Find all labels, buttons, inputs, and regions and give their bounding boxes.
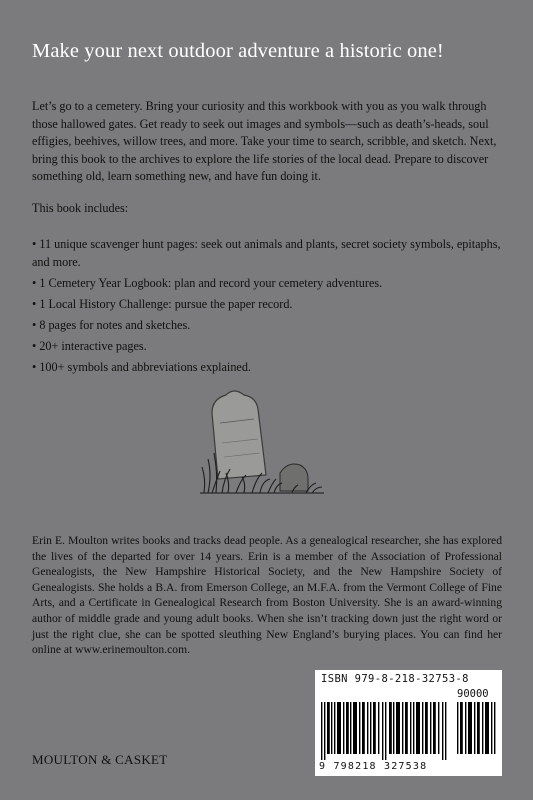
includes-label: This book includes: (32, 201, 129, 215)
gravestone-illustration (196, 383, 326, 495)
intro-paragraph: Let’s go to a cemetery. Bring your curiosity and this workbook with you as you walk through those hallowed gates. Get ready to seek out images and symbols—such as death’s-heads, soul effigies, beehives, willow trees, and more. Take your time to search, scribble, and sketch. Next, bring this book to the archives to explore the life stories of the local dead. Prepare to discover something old, learn something new, and have fun doing it. (32, 99, 497, 184)
headline: Make your next outdoor adventure a historic one! (32, 40, 444, 62)
list-item: • 1 Local History Challenge: pursue the paper record. (32, 297, 293, 311)
footstone-shape (280, 464, 308, 491)
list-item: • 100+ symbols and abbreviations explained. (32, 360, 251, 374)
list-item: • 1 Cemetery Year Logbook: plan and record your cemetery adventures. (32, 276, 383, 290)
publisher-name: MOULTON & CASKET (32, 752, 168, 767)
isbn-label: ISBN 979-8-218-32753-8 (321, 673, 469, 685)
price-barcode-bars (457, 702, 497, 754)
list-item: • 8 pages for notes and sketches. (32, 318, 191, 332)
ean-digits: 9 798218 327538 (319, 761, 428, 772)
price-code: 90000 (457, 688, 489, 700)
headstone-shape (212, 391, 266, 479)
includes-list (32, 235, 502, 379)
ean-barcode-bars (321, 702, 451, 760)
list-item: • 11 unique scavenger hunt pages: seek out animals and plants, secret society symbols, epitaphs, and more. (32, 237, 501, 269)
author-bio: Erin E. Moulton writes books and tracks dead people. As a genealogical researcher, she has explored the lives of the departed for over 14 years. Erin is a member of the Association of Professional Genealogists, the New Hampshire Historical Society, and the New Hampshire Society of Genealogists. She holds a B.A. from Emerson College, an M.F.A. from the Vermont College of Fine Arts, and a Certificate in Genealogical Research from Boston University. She is an award-winning author of middle grade and young adult books. When she isn’t tracking down just the right word or just the right clue, she can be spotted sleuthing New England’s burying places. You can find her online at www.erinemoulton.com. (32, 534, 502, 657)
list-item: • 20+ interactive pages. (32, 339, 147, 353)
barcode (315, 670, 502, 776)
